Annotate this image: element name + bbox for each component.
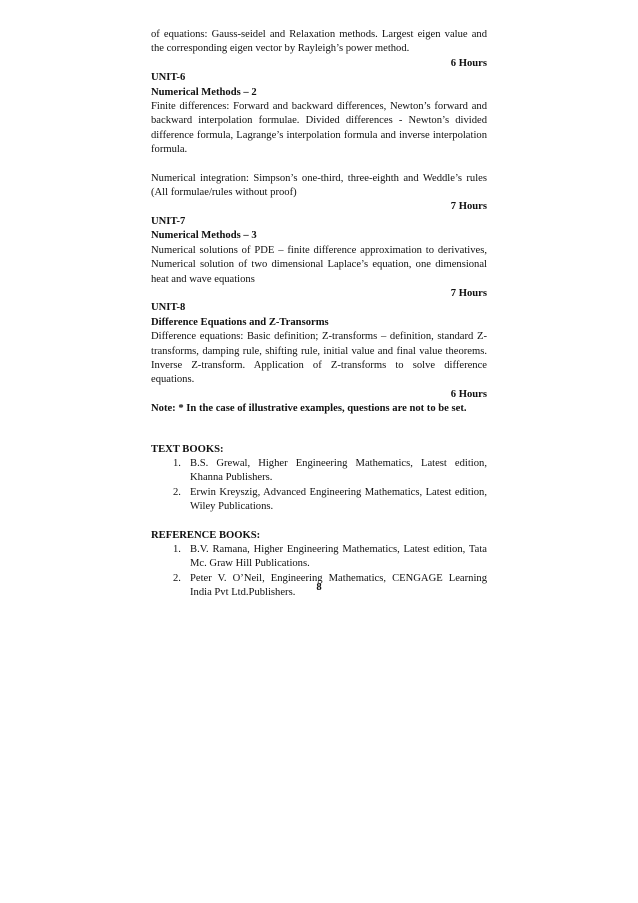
intro-paragraph: of equations: Gauss-seidel and Relaxation methods. Largest eigen value and the corresponding eigen vector by Rayleigh’s power method. xyxy=(151,29,487,55)
list-item xyxy=(151,486,487,515)
unit6-paragraph-1: Finite differences: Forward and backward differences, Newton’s forward and backward interpolation formulae. Divided differences - Newton’s divided difference formula, Lagrange’s interpolation formula and inverse interpolation formula. xyxy=(151,101,487,156)
unit8-hours: 6 Hours xyxy=(450,388,487,400)
intro-hours: 6 Hours xyxy=(450,57,487,69)
unit7-hours: 7 Hours xyxy=(450,287,487,299)
list-item-number: 2. xyxy=(173,486,181,498)
reference-books-heading: REFERENCE BOOKS: xyxy=(151,529,261,541)
unit7-label: UNIT-7 xyxy=(151,215,186,227)
list-item-text: Peter V. O’Neil, Engineering Mathematics, CENGAGE Learning India Pvt Ltd.Publishers. xyxy=(190,572,487,599)
spacer xyxy=(151,417,487,443)
unit8-label: UNIT-8 xyxy=(151,302,186,314)
unit8-paragraph-1: Difference equations: Basic definition; Z-transforms – definition, standard Z-transforms, damping rule, shifting rule, initial value and final value theorems. Inverse Z-transform. Application of Z-transforms to solve difference equations. xyxy=(151,331,487,386)
unit7-paragraph-1: Numerical solutions of PDE – finite difference approximation to derivatives, Numerical solution of two dimensional Laplace’s equation, one dimensional heat and wave equations xyxy=(151,244,487,285)
list-item-text: Erwin Kreyszig, Advanced Engineering Mathematics, Latest edition, Wiley Publications. xyxy=(190,486,487,513)
unit7-title: Numerical Methods – 3 xyxy=(151,230,257,242)
list-item-text: B.V. Ramana, Higher Engineering Mathematics, Latest edition, Tata Mc. Graw Hill Publications. xyxy=(190,544,487,570)
text-books-list xyxy=(151,457,487,515)
unit6-title: Numerical Methods – 2 xyxy=(151,86,257,98)
list-item-number: 1. xyxy=(173,544,181,555)
unit8-title: Difference Equations and Z-Transorms xyxy=(151,316,329,328)
list-item-text: B.S. Grewal, Higher Engineering Mathematics, Latest edition, Khanna Publishers. xyxy=(190,457,487,484)
unit6-label: UNIT-6 xyxy=(151,72,186,84)
spacer xyxy=(151,515,487,529)
text-books-heading: TEXT BOOKS: xyxy=(151,443,224,455)
spacer xyxy=(151,158,487,172)
page-number: 8 xyxy=(316,582,322,593)
unit6-paragraph-2: Numerical integration: Simpson’s one-third, three-eighth and Weddle’s rules (All formulae/rules without proof) xyxy=(151,172,487,199)
list-item xyxy=(151,543,487,572)
note: Note: * In the case of illustrative examples, questions are not to be set. xyxy=(151,403,467,415)
unit6-hours: 7 Hours xyxy=(450,201,487,213)
document-page xyxy=(151,28,487,601)
list-item-number: 2. xyxy=(173,572,181,584)
list-item xyxy=(151,457,487,486)
list-item-number: 1. xyxy=(173,457,181,469)
